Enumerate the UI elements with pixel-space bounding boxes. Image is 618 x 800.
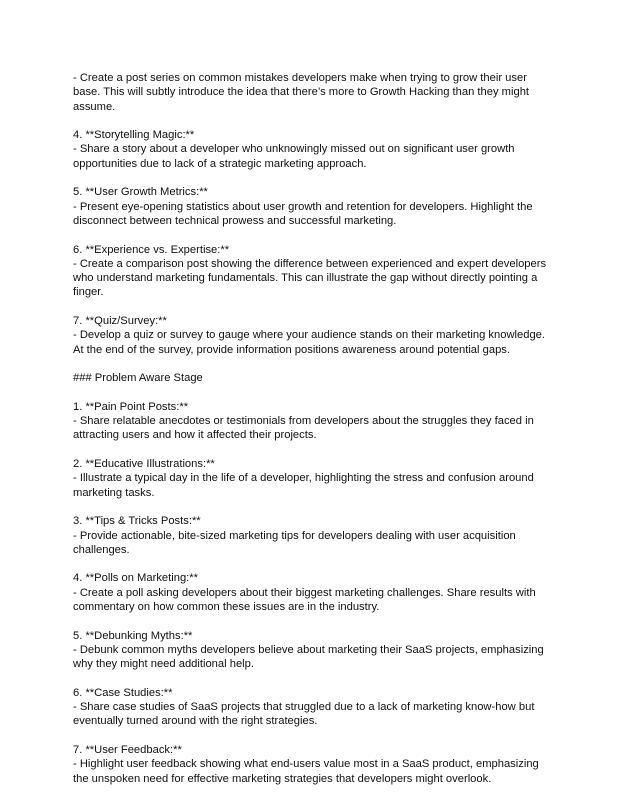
text-line: the unspoken need for effective marketing strategies that developers might overlook. (73, 772, 492, 785)
text-line: challenges. (73, 543, 130, 556)
list-item-heading: 3. **Tips & Tricks Posts:** (73, 515, 201, 528)
text-line: opportunities due to lack of a strategic marketing approach. (73, 157, 367, 170)
section-heading: ### Problem Aware Stage (73, 372, 203, 385)
list-item-experience-vs-expertise (73, 243, 553, 300)
list-item-heading: 2. **Educative Illustrations:** (73, 458, 215, 471)
list-item-tips-and-tricks-posts (73, 514, 553, 557)
text-line: commentary on how common these issues are in the industry. (73, 600, 380, 613)
text-line: - Create a post series on common mistakes developers make when trying to grow their user (73, 72, 527, 84)
list-item-heading: 1. **Pain Point Posts:** (73, 400, 189, 413)
document-page (73, 71, 553, 800)
list-item-heading: 5. **Debunking Myths:** (73, 629, 193, 642)
list-item-heading: 7. **Quiz/Survey:** (73, 315, 167, 328)
list-item-case-studies (73, 686, 553, 729)
text-line: finger. (73, 286, 104, 299)
list-item-heading: 4. **Polls on Marketing:** (73, 572, 198, 585)
text-line: why they might need additional help. (73, 658, 254, 671)
section-heading-problem-aware-stage (73, 371, 553, 385)
text-line: - Provide actionable, bite-sized marketing tips for developers dealing with user acquisition (73, 529, 516, 542)
text-line: - Share case studies of SaaS projects that struggled due to a lack of marketing know-how but (73, 701, 535, 714)
text-line: - Highlight user feedback showing what end-users value most in a SaaS product, emphasizing (73, 758, 539, 771)
list-item-heading: 5. **User Growth Metrics:** (73, 186, 208, 199)
list-item-heading: 6. **Experience vs. Expertise:** (73, 243, 230, 256)
list-item-user-feedback (73, 743, 553, 786)
text-line: At the end of the survey, provide information positions awareness around potential gaps. (73, 343, 510, 356)
text-line: who understand marketing fundamentals. This can illustrate the gap without directly pointing a (73, 272, 538, 285)
text-line: - Share a story about a developer who unknowingly missed out on significant user growth (73, 143, 515, 156)
text-line: - Illustrate a typical day in the life of a developer, highlighting the stress and confusion around (73, 472, 534, 485)
text-line: assume. (73, 100, 116, 113)
text-line: attracting users and how it affected their projects. (73, 429, 317, 442)
list-item-heading: 4. **Storytelling Magic:** (73, 129, 195, 142)
text-line: eventually turned around with the right strategies. (73, 715, 318, 728)
text-line: - Create a poll asking developers about their biggest marketing challenges. Share results with (73, 586, 536, 599)
list-item-heading: 6. **Case Studies:** (73, 686, 173, 699)
list-item-debunking-myths (73, 629, 553, 672)
paragraph-mistakes-series (73, 71, 553, 114)
list-item-quiz-survey (73, 314, 553, 357)
text-line: - Create a comparison post showing the difference between experienced and expert developers (73, 257, 547, 270)
list-item-educative-illustrations (73, 457, 553, 500)
text-line: - Share relatable anecdotes or testimonials from developers about the struggles they faced in (73, 415, 534, 428)
text-line: disconnect between technical prowess and successful marketing. (73, 214, 397, 227)
list-item-heading: 7. **User Feedback:** (73, 743, 182, 756)
text-line: - Present eye-opening statistics about user growth and retention for developers. Highlight the (73, 200, 533, 213)
text-line: - Develop a quiz or survey to gauge where your audience stands on their marketing knowledge. (73, 329, 546, 342)
list-item-user-growth-metrics (73, 185, 553, 228)
text-line: base. This will subtly introduce the idea that there’s more to Growth Hacking than they might (73, 86, 530, 99)
list-item-polls-on-marketing (73, 571, 553, 614)
list-item-storytelling-magic (73, 128, 553, 171)
text-line: marketing tasks. (73, 486, 155, 499)
text-line: - Debunk common myths developers believe about marketing their SaaS projects, emphasizing (73, 643, 544, 656)
list-item-pain-point-posts (73, 400, 553, 443)
